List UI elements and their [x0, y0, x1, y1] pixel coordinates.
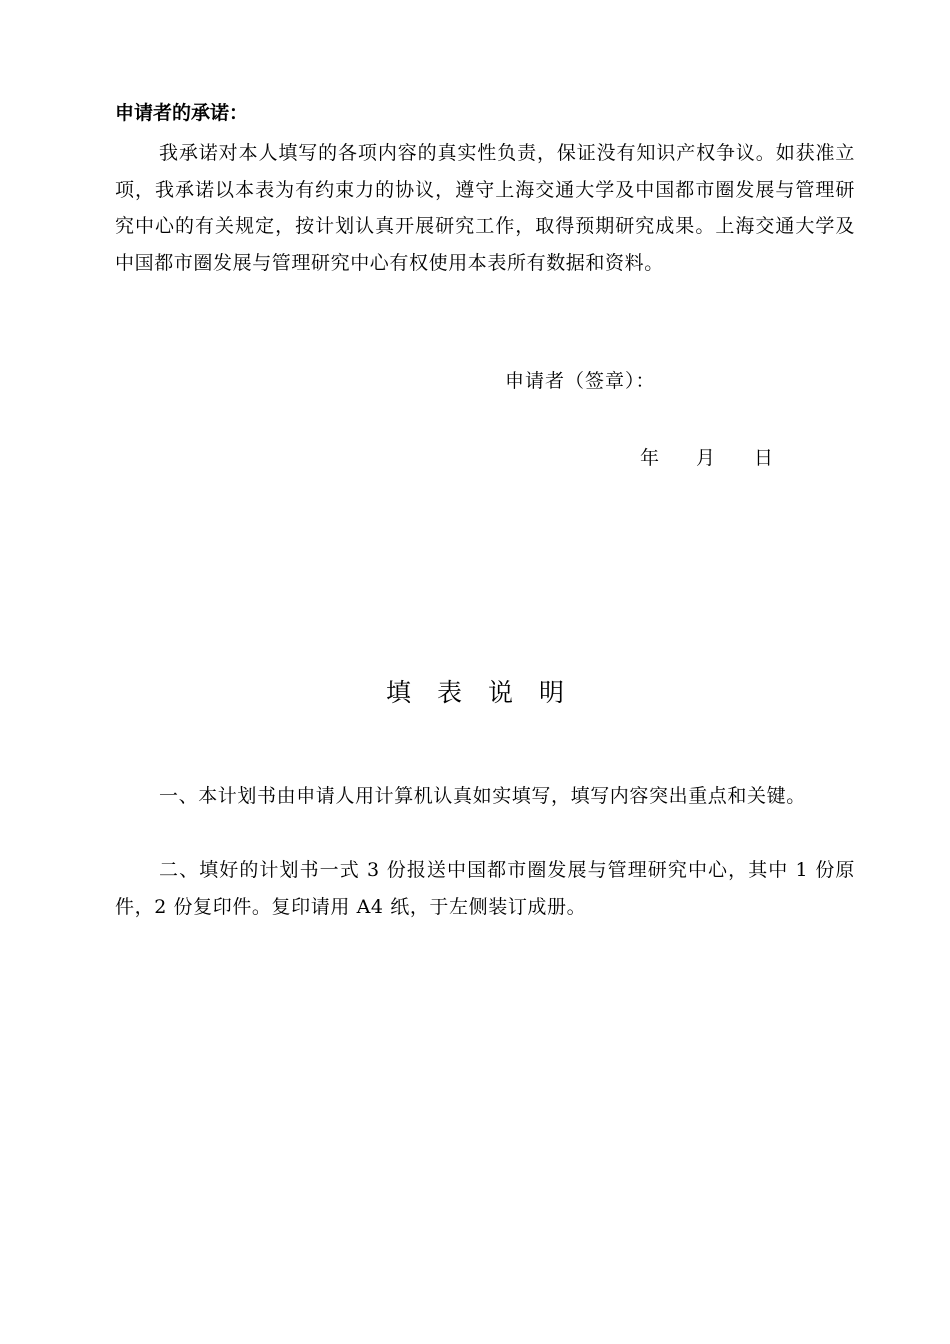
date-month-label: 月 [696, 447, 716, 469]
commitment-body-text: 我承诺对本人填写的各项内容的真实性负责，保证没有知识产权争议。如获准立项，我承诺以本表为有约束力的协议，遵守上海交通大学及中国都市圈发展与管理研究中心的有关规定，按计划认真开展研究工作，取得预期研究成果。上海交通大学及中国都市圈发展与管理研究中心有权使用本表所有数据和资料。 [115, 142, 855, 274]
applicant-signature-label: 申请者（签章）： [505, 370, 656, 392]
date-day-label: 日 [754, 447, 774, 469]
instruction-item-2: 二、填好的计划书一式 3 份报送中国都市圈发展与管理研究中心，其中 1 份原件，2 份复印件。复印请用 A4 纸，于左侧装订成册。 [115, 859, 855, 918]
instruction-item-1: 一、本计划书由申请人用计算机认真如实填写，填写内容突出重点和关键。 [159, 785, 806, 807]
instructions-title: 填表说明 [385, 678, 590, 707]
signature-date-line [640, 444, 773, 472]
commitment-heading: 申请者的承诺： [115, 102, 249, 124]
date-year-label: 年 [640, 447, 660, 469]
